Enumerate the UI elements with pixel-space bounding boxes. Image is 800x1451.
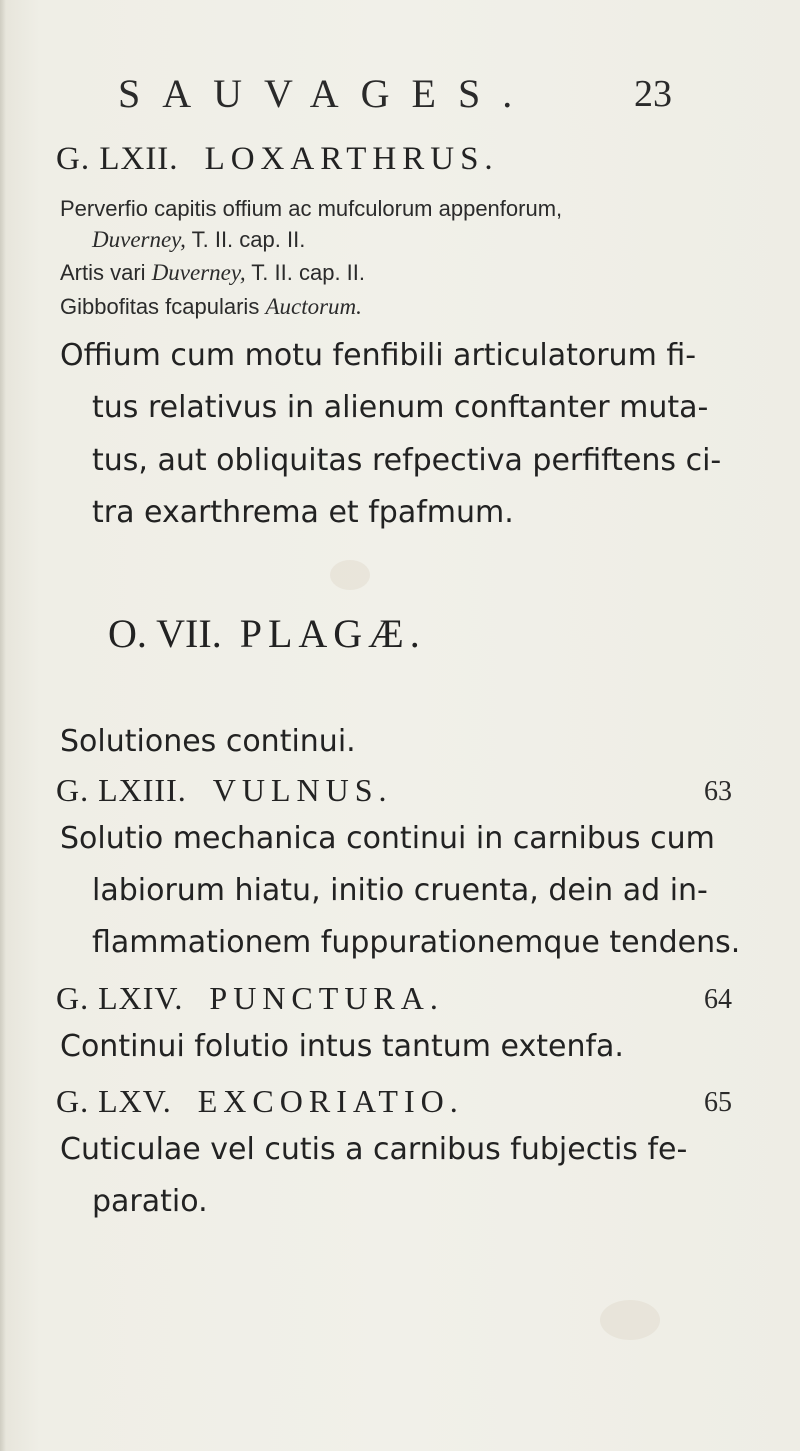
synonym-line (60, 294, 362, 320)
page-gutter-shadow (0, 0, 6, 1451)
author-name: Duverney, (151, 260, 246, 285)
order-code: O. VII. (108, 611, 222, 656)
author-name: Duverney, (92, 227, 186, 252)
genus-heading-lxv (56, 1083, 464, 1120)
paper-stain (600, 1300, 660, 1340)
genus-name: EXCORIATIO. (197, 1083, 464, 1119)
author-name: Auctorum. (265, 294, 362, 319)
genus-code: G. LXV. (56, 1083, 172, 1119)
reference: T. II. cap. II. (191, 227, 306, 252)
definition-line: flammationem fuppurationemque tendens. (92, 925, 741, 960)
synonym-line (60, 260, 365, 286)
definition-line: paratio. (92, 1184, 208, 1219)
order-name: PLAGÆ. (239, 611, 426, 656)
synonym-text: Artis vari (60, 260, 152, 285)
paper-stain (330, 560, 370, 590)
genus-heading-lxiv (56, 980, 444, 1017)
synonym-line: Perverfio capitis offium ac mufculorum appenforum, (60, 196, 563, 221)
genus-code: G. LXIII. (56, 772, 187, 808)
reference: T. II. cap. II. (251, 260, 366, 285)
genus-name: LOXARTHRUS. (204, 141, 499, 177)
definition-line: tus relativus in alienum conftanter muta- (92, 390, 709, 425)
running-title: SAUVAGES. (118, 71, 535, 116)
genus-code: G. LXIV. (56, 980, 184, 1016)
genus-name: VULNUS. (212, 772, 393, 808)
synonym-text: Gibbofitas fcapularis (60, 294, 266, 319)
genus-heading-lxiii (56, 772, 393, 809)
definition-line: labiorum hiatu, initio cruenta, dein ad in- (92, 873, 708, 908)
definition-line: tus, aut obliquitas refpectiva perfiftens ci- (92, 443, 722, 478)
margin-number: 63 (704, 776, 732, 807)
margin-number: 64 (704, 984, 732, 1015)
order-definition: Solutiones continui. (60, 724, 356, 759)
genus-code: G. LXII. (56, 141, 179, 177)
definition-line: Solutio mechanica continui in carnibus cum (60, 821, 715, 856)
page-number: 23 (634, 73, 672, 115)
definition-line: Cuticulae vel cutis a carnibus fubjectis fe- (60, 1132, 688, 1167)
genus-name: PUNCTURA. (209, 980, 444, 1016)
synonym-line (92, 227, 305, 253)
definition-line: tra exarthrema et fpafmum. (92, 495, 514, 530)
definition-line: Offium cum motu fenfibili articulatorum fi- (60, 338, 697, 373)
genus-heading-lxii (56, 141, 499, 178)
order-heading (108, 610, 426, 657)
definition-line: Continui folutio intus tantum extenfa. (60, 1029, 624, 1064)
margin-number: 65 (704, 1087, 732, 1118)
